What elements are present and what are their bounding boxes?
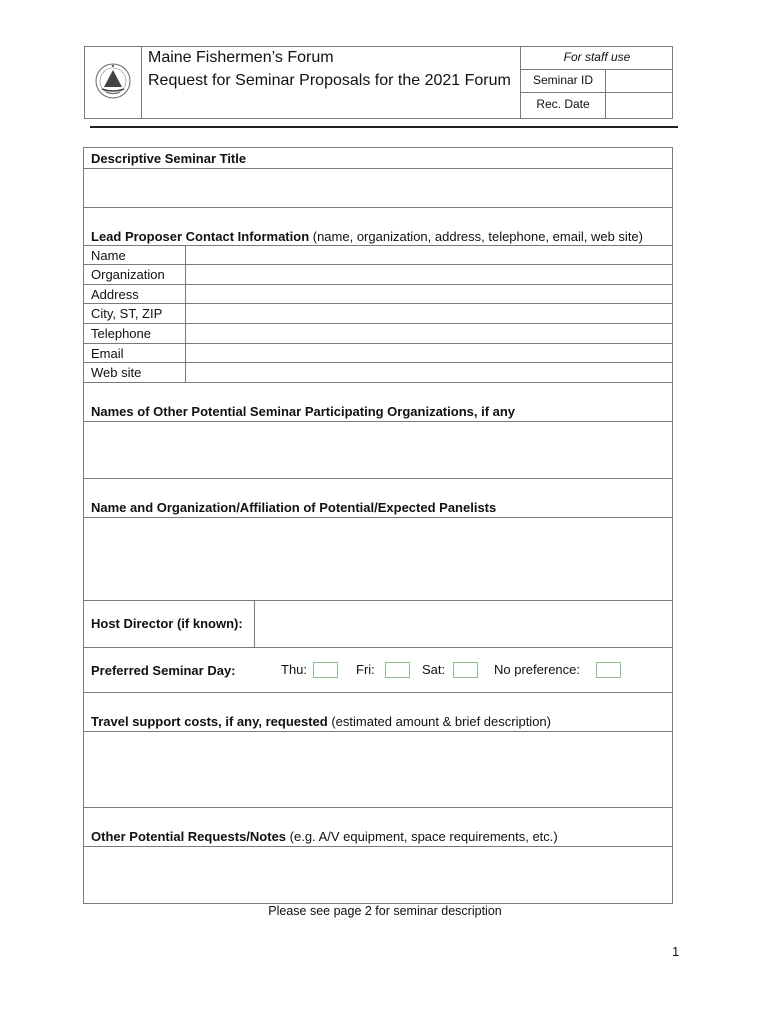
contact-organization-label: Organization bbox=[91, 267, 165, 282]
fri-label: Fri: bbox=[356, 662, 375, 677]
divider bbox=[84, 600, 672, 601]
divider bbox=[84, 647, 672, 648]
lead-proposer-label: Lead Proposer Contact Information bbox=[91, 229, 310, 244]
divider bbox=[84, 303, 672, 304]
thu-checkbox[interactable] bbox=[313, 662, 338, 678]
divider bbox=[84, 692, 672, 693]
contact-city-label: City, ST, ZIP bbox=[91, 306, 163, 321]
host-director-label: Host Director (if known): bbox=[91, 616, 243, 631]
divider bbox=[84, 207, 672, 208]
travel-heading bbox=[91, 714, 551, 729]
no-preference-label: No preference: bbox=[494, 662, 580, 677]
contact-address-label: Address bbox=[91, 287, 139, 302]
rec-date-row bbox=[521, 92, 673, 118]
divider bbox=[84, 421, 672, 422]
sat-checkbox[interactable] bbox=[453, 662, 478, 678]
sat-label: Sat: bbox=[422, 662, 446, 677]
panelists-label: Name and Organization/Affiliation of Potential/Expected Panelists bbox=[91, 500, 497, 515]
header-table bbox=[84, 46, 673, 119]
lead-proposer-heading bbox=[91, 229, 643, 244]
host-column-divider bbox=[254, 600, 255, 647]
no-preference-checkbox[interactable] bbox=[596, 662, 621, 678]
org-title: Maine Fishermen’s Forum bbox=[148, 49, 334, 66]
travel-label: Travel support costs, if any, requested bbox=[91, 714, 328, 729]
contact-telephone-label: Telephone bbox=[91, 326, 151, 341]
forum-logo bbox=[94, 56, 132, 106]
divider bbox=[84, 731, 672, 732]
contact-name-label: Name bbox=[91, 248, 126, 263]
divider bbox=[84, 343, 672, 344]
header-rule bbox=[90, 126, 678, 128]
divider bbox=[84, 478, 672, 479]
divider bbox=[84, 323, 672, 324]
rec-date-label: Rec. Date bbox=[521, 92, 606, 118]
contact-website-label: Web site bbox=[91, 365, 142, 380]
divider bbox=[84, 517, 672, 518]
travel-hint: (estimated amount & brief description) bbox=[327, 714, 551, 729]
other-requests-heading bbox=[91, 829, 558, 844]
seminar-title-label: Descriptive Seminar Title bbox=[91, 151, 247, 166]
other-orgs-label: Names of Other Potential Seminar Participating Organizations, if any bbox=[91, 404, 516, 419]
divider bbox=[84, 382, 672, 383]
seminar-id-label: Seminar ID bbox=[521, 69, 606, 92]
staff-use-heading: For staff use bbox=[521, 47, 673, 70]
lead-proposer-hint: (name, organization, address, telephone, email, web site) bbox=[309, 229, 643, 244]
divider bbox=[84, 245, 672, 246]
page-number: 1 bbox=[672, 944, 680, 959]
divider bbox=[84, 362, 672, 363]
seminar-id-row bbox=[521, 69, 673, 93]
divider bbox=[84, 168, 672, 169]
preferred-day-label: Preferred Seminar Day: bbox=[91, 663, 236, 678]
contact-email-label: Email bbox=[91, 346, 124, 361]
staff-use-box bbox=[521, 47, 673, 118]
proposal-form bbox=[83, 147, 673, 904]
fri-checkbox[interactable] bbox=[385, 662, 410, 678]
divider bbox=[84, 284, 672, 285]
form-subtitle: Request for Seminar Proposals for the 2021 Forum bbox=[148, 72, 511, 89]
other-requests-hint: (e.g. A/V equipment, space requirements, etc.) bbox=[286, 829, 558, 844]
divider bbox=[84, 807, 672, 808]
divider bbox=[84, 264, 672, 265]
other-requests-label: Other Potential Requests/Notes bbox=[91, 829, 287, 844]
contact-column-divider bbox=[185, 245, 186, 382]
page2-note: Please see page 2 for seminar description bbox=[268, 904, 502, 918]
divider bbox=[84, 846, 672, 847]
title-cell bbox=[142, 47, 521, 118]
logo-cell bbox=[85, 47, 142, 118]
thu-label: Thu: bbox=[281, 662, 308, 677]
